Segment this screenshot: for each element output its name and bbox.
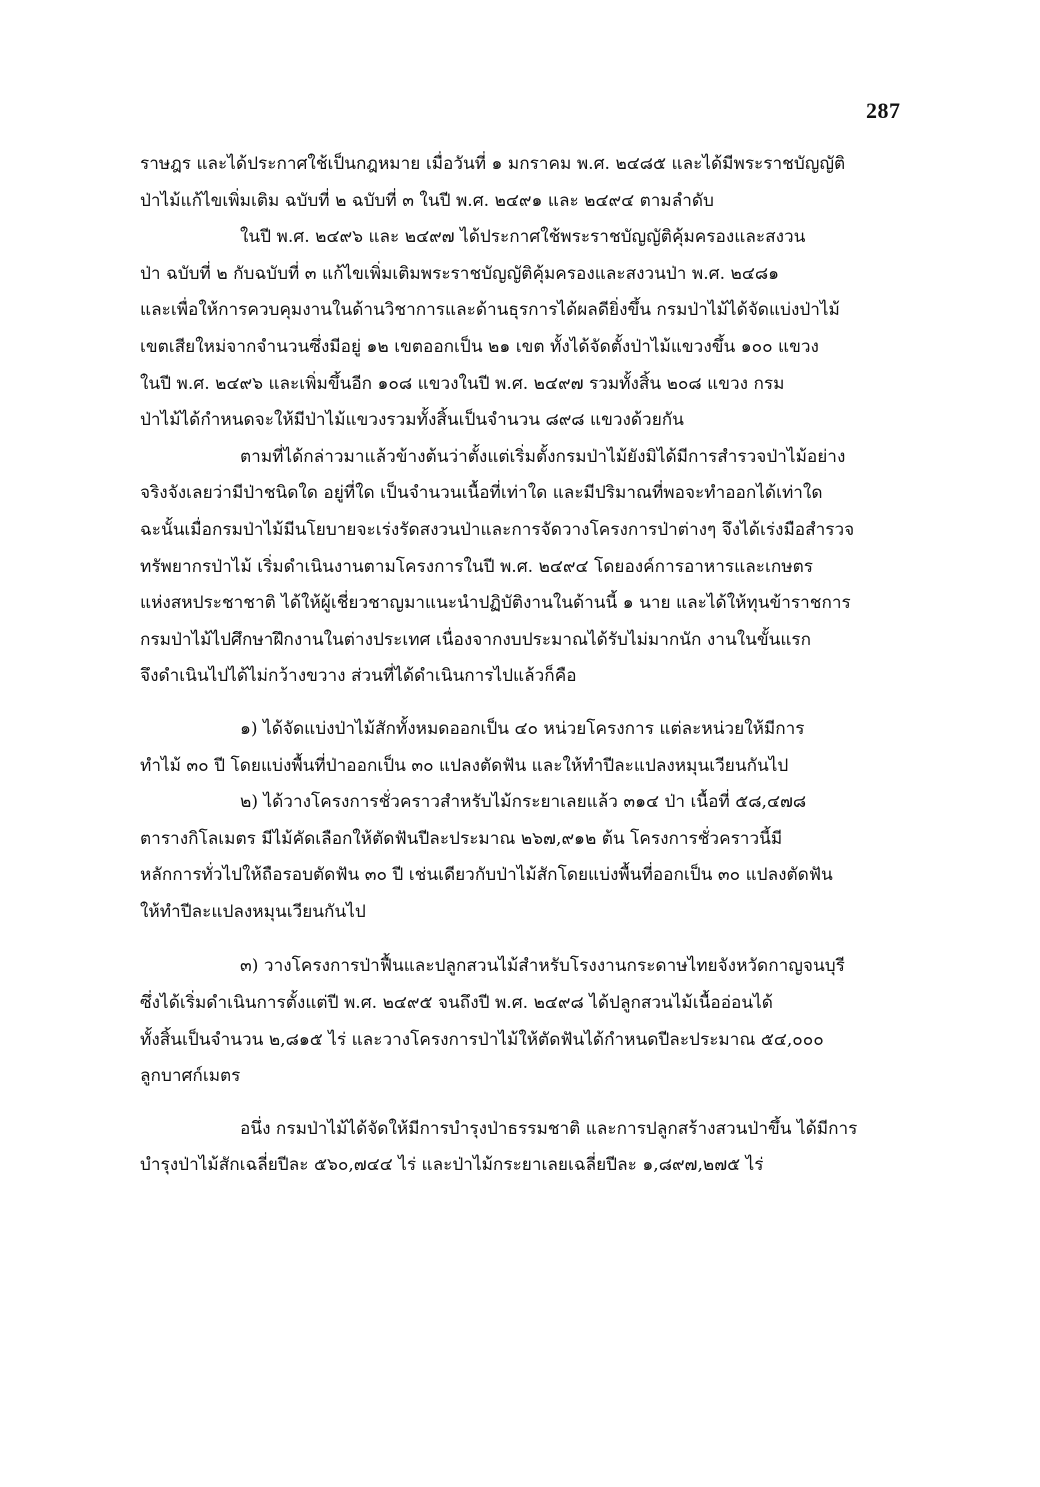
text-line: ราษฎร และได้ประกาศใช้เป็นกฎหมาย เมื่อวันที่ ๑ มกราคม พ.ศ. ๒๔๘๕ และได้มีพระราชบัญญัติ bbox=[140, 154, 846, 174]
text-line: ทรัพยากรป่าไม้ เริ่มดำเนินงานตามโครงการในปี พ.ศ. ๒๔๙๔ โดยองค์การอาหารและเกษตร bbox=[140, 556, 813, 577]
text-line: ๒) ได้วางโครงการชั่วคราวสำหรับไม้กระยาเลยแล้ว ๓๑๔ ป่า เนื้อที่ ๕๘,๔๗๘ bbox=[240, 792, 807, 813]
text-line: ในปี พ.ศ. ๒๔๙๖ และ ๒๔๙๗ ได้ประกาศใช้พระราชบัญญัติคุ้มครองและสงวน bbox=[240, 227, 806, 248]
text-line: แห่งสหประชาชาติ ได้ให้ผู้เชี่ยวชาญมาแนะนำปฏิบัติงานในด้านนี้ ๑ นาย และได้ให้ทุนข้าราชการ bbox=[140, 593, 851, 614]
text-line: ป่า ฉบับที่ ๒ กับฉบับที่ ๓ แก้ไขเพิ่มเติมพระราชบัญญัติคุ้มครองและสงวนป่า พ.ศ. ๒๔๘๑ bbox=[140, 263, 780, 284]
text-line: ทั้งสิ้นเป็นจำนวน ๒,๘๑๕ ไร่ และวางโครงการป่าไม้ให้ตัดฟันได้กำหนดปีละประมาณ ๕๔,๐๐๐ bbox=[140, 1029, 824, 1050]
text-line: บำรุงป่าไม้สักเฉลี่ยปีละ ๕๖๐,๗๔๔ ไร่ และป่าไม้กระยาเลยเฉลี่ยปีละ ๑,๘๙๗,๒๗๕ ไร่ bbox=[140, 1155, 764, 1176]
text-line: ๓) วางโครงการป่าฟื้นและปลูกสวนไม้สำหรับโรงงานกระดาษไทยจังหวัดกาญจนบุรี bbox=[240, 956, 845, 977]
text-line: ตามที่ได้กล่าวมาแล้วข้างต้นว่าตั้งแต่เริ่มตั้งกรมป่าไม้ยังมิได้มีการสำรวจป่าไม้อย่าง bbox=[240, 446, 846, 467]
text-line: หลักการทั่วไปให้ถือรอบตัดฟัน ๓๐ ปี เช่นเดียวกับป่าไม้สักโดยแบ่งพื้นที่ออกเป็น ๓๐ แปลงตัดฟัน bbox=[140, 865, 833, 886]
text-line: ป่าไม้แก้ไขเพิ่มเติม ฉบับที่ ๒ ฉบับที่ ๓ ในปี พ.ศ. ๒๔๙๑ และ ๒๔๙๔ ตามลำดับ bbox=[140, 190, 714, 211]
text-line: เขตเสียใหม่จากจำนวนซึ่งมีอยู่ ๑๒ เขตออกเป็น ๒๑ เขต ทั้งได้จัดตั้งป่าไม้แขวงขึ้น ๑๐๐ แขวง bbox=[140, 336, 819, 357]
page-number: 287 bbox=[866, 98, 901, 123]
text-line: ฉะนั้นเมื่อกรมป่าไม้มีนโยบายจะเร่งรัดสงวนป่าและการจัดวางโครงการป่าต่างๆ จึงได้เร่งมือสำรวจ bbox=[140, 519, 855, 540]
text-line: ซึ่งได้เริ่มดำเนินการตั้งแต่ปี พ.ศ. ๒๔๙๕ จนถึงปี พ.ศ. ๒๔๙๘ ได้ปลูกสวนไม้เนื้ออ่อนได้ bbox=[140, 993, 773, 1014]
text-line: ในปี พ.ศ. ๒๔๙๖ และเพิ่มขึ้นอีก ๑๐๘ แขวงในปี พ.ศ. ๒๔๙๗ รวมทั้งสิ้น ๒๐๘ แขวง กรม bbox=[140, 373, 785, 394]
text-line: อนึ่ง กรมป่าไม้ได้จัดให้มีการบำรุงป่าธรรมชาติ และการปลูกสร้างสวนป่าขึ้น ได้มีการ bbox=[240, 1118, 858, 1139]
text-line: ให้ทำปีละแปลงหมุนเวียนกันไป bbox=[140, 901, 366, 922]
body-text bbox=[140, 146, 905, 1184]
text-line: ป่าไม้ได้กำหนดจะให้มีป่าไม้แขวงรวมทั้งสิ้นเป็นจำนวน ๘๙๘ แขวงด้วยกัน bbox=[140, 410, 684, 431]
text-line: จริงจังเลยว่ามีป่าชนิดใด อยู่ที่ใด เป็นจำนวนเนื้อที่เท่าใด และมีปริมาณที่พอจะทำออกได้เท่าใด bbox=[140, 483, 823, 504]
text-line: ทำไม้ ๓๐ ปี โดยแบ่งพื้นที่ป่าออกเป็น ๓๐ แปลงตัดฟัน และให้ทำปีละแปลงหมุนเวียนกันไป bbox=[140, 755, 789, 776]
text-line: ตารางกิโลเมตร มีไม้คัดเลือกให้ตัดฟันปีละประมาณ ๒๖๗,๙๑๒ ต้น โครงการชั่วคราวนี้มี bbox=[140, 828, 783, 849]
text-line: ๑) ได้จัดแบ่งป่าไม้สักทั้งหมดออกเป็น ๔๐ หน่วยโครงการ แต่ละหน่วยให้มีการ bbox=[240, 718, 805, 739]
text-line: กรมป่าไม้ไปศึกษาฝึกงานในต่างประเทศ เนื่องจากงบประมาณได้รับไม่มากนัก งานในขั้นแรก bbox=[140, 629, 812, 650]
text-line: ลูกบาศก์เมตร bbox=[140, 1066, 241, 1087]
text-line: จึงดำเนินไปได้ไม่กว้างขวาง ส่วนที่ได้ดำเนินการไปแล้วก็คือ bbox=[140, 666, 577, 687]
text-line: และเพื่อให้การควบคุมงานในด้านวิชาการและด้านธุรการได้ผลดียิ่งขึ้น กรมป่าไม้ได้จัดแบ่งป่าไม้ bbox=[140, 300, 840, 321]
